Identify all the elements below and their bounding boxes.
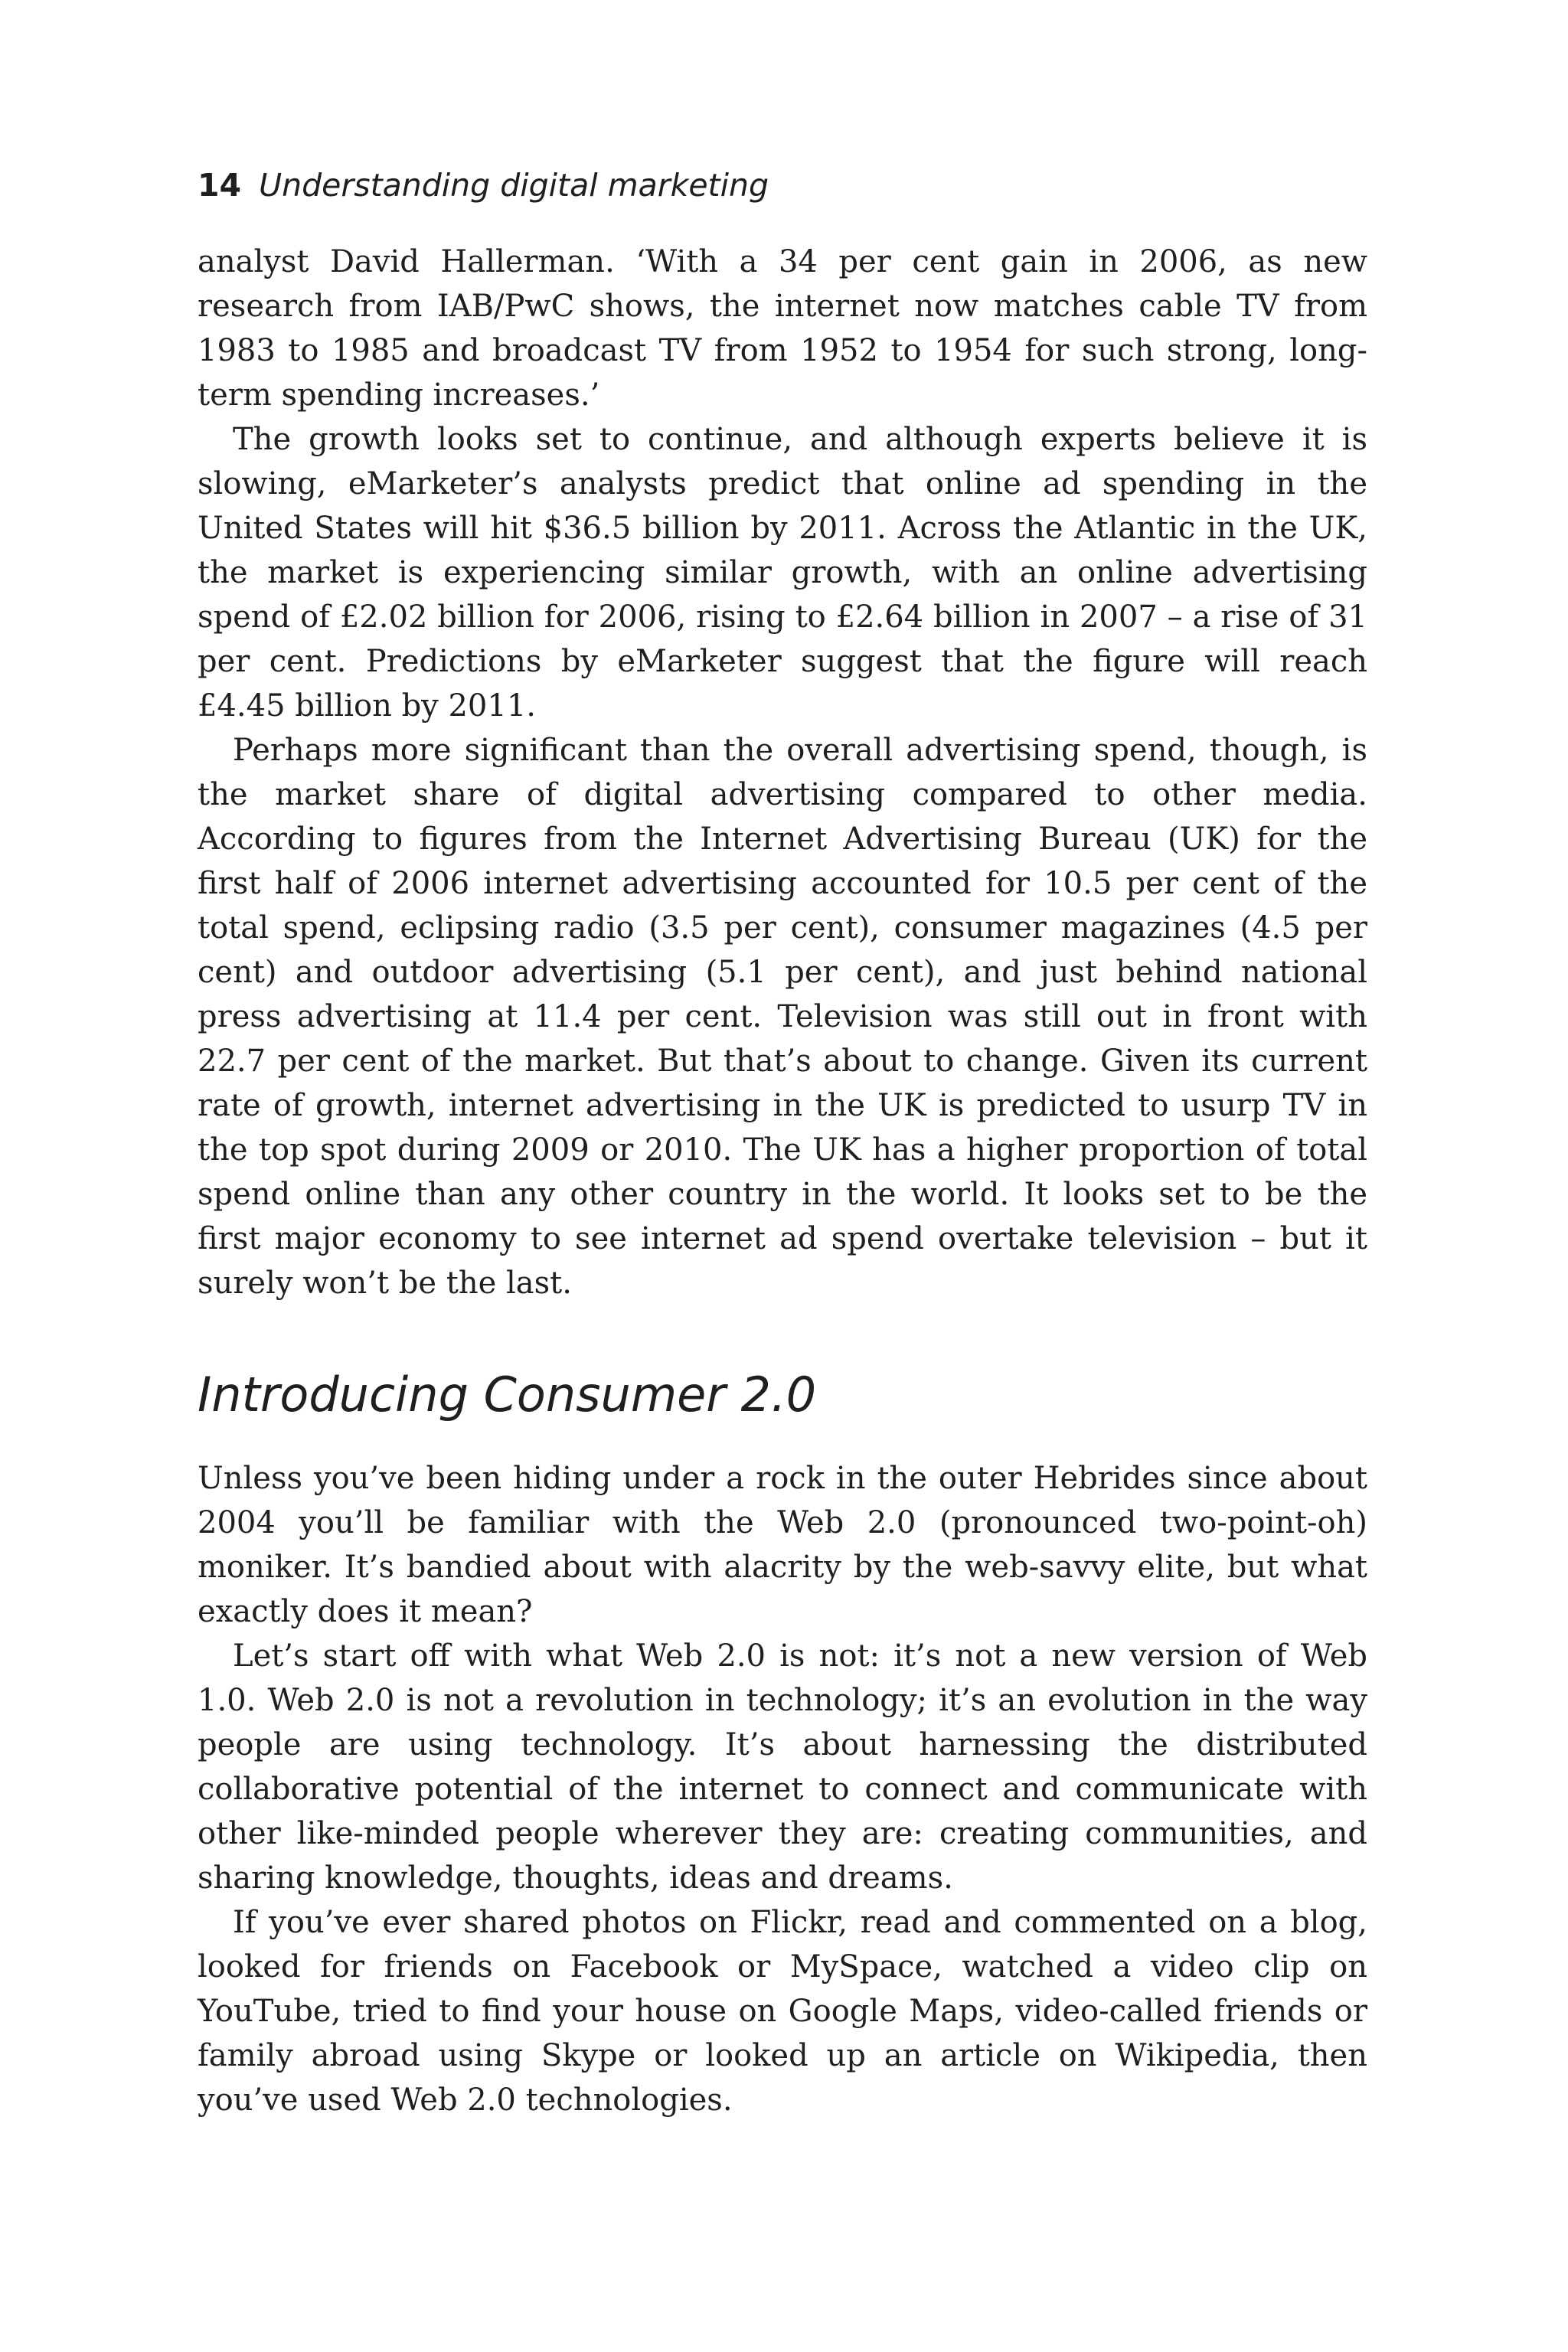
section-heading: Introducing Consumer 2.0	[198, 1367, 817, 1423]
book-page	[198, 167, 1367, 2122]
running-head-title: Understanding digital marketing	[259, 167, 769, 204]
body-paragraph: Let’s start off with what Web 2.0 is not: it’s not a new version of Web 1.0. Web 2.0 is not a revolution in technology; it’s an evolution in the way people are using technology. It’s about harnessing the distributed collaborative potential of the internet to connect and communicate with other like-minded people wherever they are: creating communities, and sharing knowledge, thoughts, ideas and dreams.	[198, 1638, 1367, 1896]
body-paragraph: If you’ve ever shared photos on Flickr, read and commented on a blog, looked for friends on Facebook or MySpace, watched a video clip on YouTube, tried to find your house on Google Maps, video-called friends or family abroad using Skype or looked up an article on Wikipedia, then you’ve used Web 2.0 technologies.	[198, 1904, 1367, 2118]
body-paragraph: Unless you’ve been hiding under a rock in the outer Hebrides since about 2004 you’ll be familiar with the Web 2.0 (pronounced two-point-oh) moniker. It’s bandied about with alacrity by the web-savvy elite, but what exactly does it mean?	[198, 1460, 1367, 1629]
body-paragraph: analyst David Hallerman. ‘With a 34 per cent gain in 2006, as new research from IAB/PwC shows, the internet now matches cable TV from 1983 to 1985 and broadcast TV from 1952 to 1954 for such strong, long-term spending increases.’	[198, 244, 1367, 413]
page-number: 14	[198, 167, 242, 204]
running-head	[198, 167, 1367, 204]
body-paragraph: Perhaps more significant than the overall advertising spend, though, is the market share of digital advertising compared to other media. According to figures from the Internet Advertising Bureau (UK) for the first half of 2006 internet advertising accounted for 10.5 per cent of the total spend, eclipsing radio (3.5 per cent), consumer magazines (4.5 per cent) and outdoor advertising (5.1 per cent), and just behind national press advertising at 11.4 per cent. Television was still out in front with 22.7 per cent of the market. But that’s about to change. Given its current rate of growth, internet advertising in the UK is predicted to usurp TV in the top spot during 2009 or 2010. The UK has a higher proportion of total spend online than any other country in the world. It looks set to be the first major economy to see internet ad spend overtake television – but it surely won’t be the last.	[198, 733, 1367, 1302]
body-paragraph: The growth looks set to continue, and although experts believe it is slowing, eMarketer’s analysts predict that online ad spending in the United States will hit $36.5 billion by 2011. Across the Atlantic in the UK, the market is experiencing similar growth, with an online advertising spend of £2.02 billion for 2006, rising to £2.64 billion in 2007 – a rise of 31 per cent. Predictions by eMarketer suggest that the figure will reach £4.45 billion by 2011.	[198, 422, 1367, 724]
